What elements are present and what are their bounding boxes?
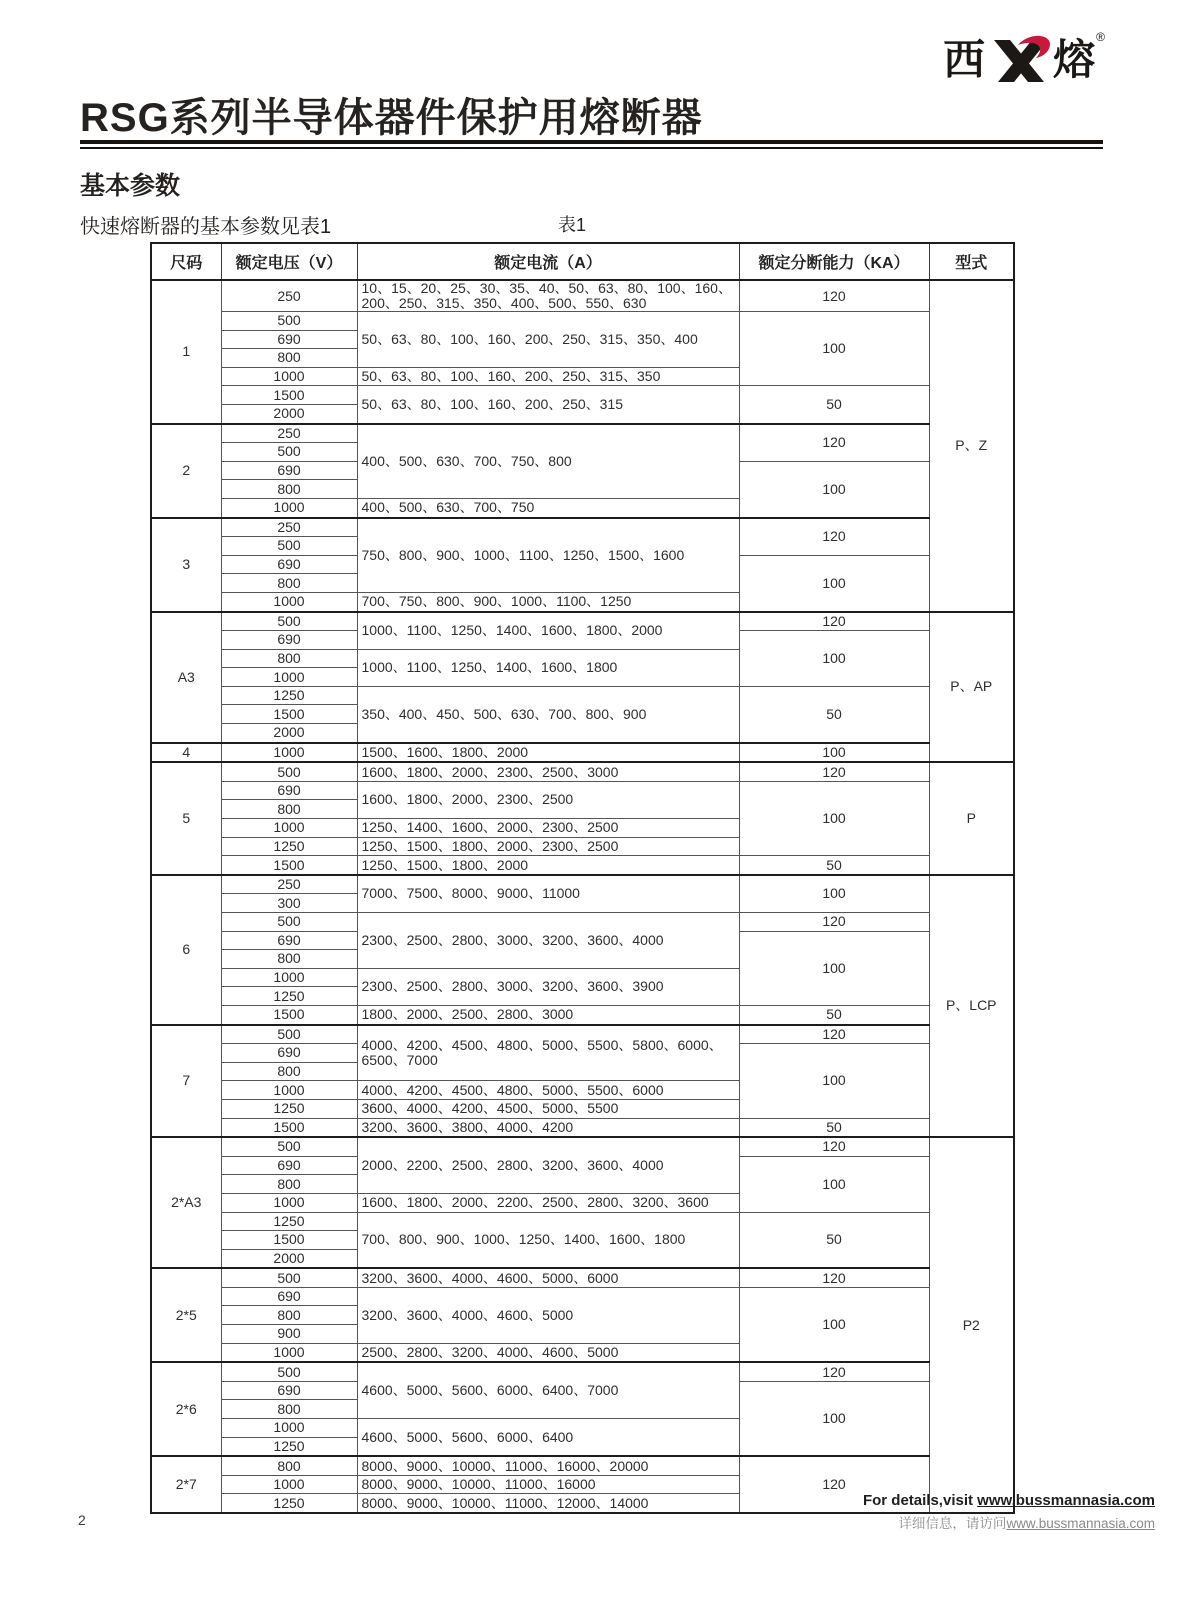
footer-en-url[interactable]: www.bussmannasia.com [977, 1492, 1155, 1509]
cell-brk: 50 [739, 686, 929, 742]
cell-volt: 1500 [221, 1231, 357, 1250]
cell-type: P、AP [929, 612, 1014, 763]
cell-brk: 100 [739, 555, 929, 611]
cell-size: 2 [151, 424, 221, 518]
cell-size: 5 [151, 762, 221, 875]
title-divider [80, 140, 1103, 149]
cell-brk: 50 [739, 1118, 929, 1137]
cell-brk: 100 [739, 1156, 929, 1212]
registered-mark: ® [1096, 30, 1105, 44]
fuse-parameters-table [150, 242, 1015, 1514]
cell-brk: 120 [739, 1025, 929, 1044]
cell-size: 1 [151, 280, 221, 424]
cell-cur: 3200、3600、3800、4000、4200 [357, 1118, 739, 1137]
cell-volt: 1250 [221, 686, 357, 705]
cell-brk: 100 [739, 931, 929, 1005]
cell-cur: 1000、1100、1250、1400、1600、1800 [357, 649, 739, 686]
cell-brk: 120 [739, 1137, 929, 1156]
cell-volt: 800 [221, 574, 357, 593]
column-header: 尺码 [151, 243, 221, 280]
cell-volt: 2000 [221, 1249, 357, 1268]
intro-text: 快速熔断器的基本参数见表1 [80, 216, 332, 238]
cell-cur: 350、400、450、500、630、700、800、900 [357, 686, 739, 742]
table-row [151, 743, 1014, 763]
cell-volt: 690 [221, 1381, 357, 1400]
cell-brk: 50 [739, 1212, 929, 1268]
cell-cur: 8000、9000、10000、11000、12000、14000 [357, 1494, 739, 1513]
cell-volt: 2000 [221, 404, 357, 423]
column-header: 额定分断能力（KA） [739, 243, 929, 280]
cell-volt: 1250 [221, 1437, 357, 1456]
cell-volt: 1000 [221, 743, 357, 763]
cell-volt: 500 [221, 1137, 357, 1156]
cell-cur: 1600、1800、2000、2300、2500 [357, 781, 739, 818]
cell-brk: 120 [739, 518, 929, 556]
cell-cur: 700、750、800、900、1000、1100、1250 [357, 592, 739, 611]
cell-cur: 50、63、80、100、160、200、250、315、350、400 [357, 312, 739, 368]
cell-volt: 250 [221, 280, 357, 312]
cell-cur: 50、63、80、100、160、200、250、315、350 [357, 367, 739, 386]
cell-cur: 1250、1500、1800、2000 [357, 856, 739, 875]
cell-volt: 690 [221, 330, 357, 349]
table-row [151, 1005, 1014, 1024]
cell-volt: 250 [221, 518, 357, 537]
cell-cur: 3200、3600、4000、4600、5000 [357, 1287, 739, 1343]
column-header: 额定电流（A） [357, 243, 739, 280]
cell-brk: 120 [739, 1362, 929, 1381]
table-row [151, 1212, 1014, 1231]
cell-size: 6 [151, 875, 221, 1025]
cell-volt: 1500 [221, 856, 357, 875]
footer-cn-url[interactable]: www.bussmannasia.com [1006, 1516, 1155, 1531]
table-row [151, 1025, 1014, 1044]
cell-volt: 1250 [221, 1099, 357, 1118]
logo-right-char: 熔 [1053, 36, 1096, 83]
table-row [151, 424, 1014, 443]
cell-volt: 250 [221, 424, 357, 443]
page-number: 2 [78, 1512, 86, 1528]
cell-cur: 4000、4200、4500、4800、5000、5500、5800、6000、6500、7000 [357, 1025, 739, 1081]
cell-size: 2*5 [151, 1268, 221, 1362]
cell-type: P [929, 762, 1014, 875]
cell-size: 2*6 [151, 1362, 221, 1456]
cell-brk: 100 [739, 1381, 929, 1456]
cell-volt: 500 [221, 1268, 357, 1287]
cell-cur: 1250、1400、1600、2000、2300、2500 [357, 819, 739, 838]
cell-cur: 8000、9000、10000、11000、16000 [357, 1475, 739, 1494]
cell-volt: 900 [221, 1325, 357, 1344]
cell-volt: 800 [221, 480, 357, 499]
table-row [151, 1118, 1014, 1137]
table-row [151, 762, 1014, 781]
table-row [151, 1137, 1014, 1156]
cell-brk: 120 [739, 1456, 929, 1513]
cell-volt: 690 [221, 931, 357, 950]
cell-volt: 1000 [221, 592, 357, 611]
cell-cur: 7000、7500、8000、9000、11000 [357, 875, 739, 913]
cell-cur: 1250、1500、1800、2000、2300、2500 [357, 837, 739, 856]
table-row [151, 386, 1014, 405]
cell-cur: 4600、5000、5600、6000、6400 [357, 1419, 739, 1457]
cell-volt: 1000 [221, 668, 357, 687]
cell-volt: 300 [221, 894, 357, 913]
cell-brk: 120 [739, 762, 929, 781]
cell-volt: 1000 [221, 1475, 357, 1494]
cell-brk: 100 [739, 781, 929, 855]
cell-volt: 1250 [221, 1494, 357, 1513]
cell-volt: 800 [221, 1400, 357, 1419]
cell-volt: 690 [221, 1156, 357, 1175]
cell-volt: 800 [221, 800, 357, 819]
cell-size: A3 [151, 612, 221, 743]
table-row [151, 1287, 1014, 1306]
cell-volt: 2000 [221, 724, 357, 743]
cell-volt: 1000 [221, 819, 357, 838]
cell-cur: 4000、4200、4500、4800、5000、5500、6000 [357, 1081, 739, 1100]
table-row [151, 612, 1014, 631]
cell-size: 3 [151, 518, 221, 612]
cell-volt: 1000 [221, 1419, 357, 1438]
table-row [151, 875, 1014, 894]
cell-brk: 120 [739, 424, 929, 462]
cell-cur: 1800、2000、2500、2800、3000 [357, 1005, 739, 1024]
cell-brk: 120 [739, 1268, 929, 1287]
cell-cur: 400、500、630、700、750、800 [357, 424, 739, 499]
cell-volt: 800 [221, 649, 357, 668]
cell-type: P2 [929, 1137, 1014, 1513]
cell-brk: 100 [739, 631, 929, 687]
cell-volt: 1500 [221, 1005, 357, 1024]
cell-brk: 100 [739, 743, 929, 763]
table-row [151, 518, 1014, 537]
logo-left-char: 西 [943, 36, 986, 83]
cell-volt: 1000 [221, 498, 357, 517]
cell-cur: 1600、1800、2000、2200、2500、2800、3200、3600 [357, 1193, 739, 1212]
cell-volt: 1000 [221, 1193, 357, 1212]
cell-volt: 690 [221, 1287, 357, 1306]
cell-cur: 10、15、20、25、30、35、40、50、63、80、100、160、200、250、315、350、400、500、550、630 [357, 280, 739, 312]
cell-brk: 120 [739, 280, 929, 312]
cell-volt: 1000 [221, 968, 357, 987]
cell-volt: 690 [221, 781, 357, 800]
cell-volt: 800 [221, 1306, 357, 1325]
cell-cur: 3600、4000、4200、4500、5000、5500 [357, 1099, 739, 1118]
footer-cn-text: 详细信息，请访问 [898, 1516, 1007, 1531]
table-row [151, 781, 1014, 800]
brand-logo [943, 30, 1105, 86]
cell-volt: 690 [221, 631, 357, 650]
cell-volt: 1250 [221, 837, 357, 856]
cell-brk: 100 [739, 1287, 929, 1362]
cell-cur: 2300、2500、2800、3000、3200、3600、3900 [357, 968, 739, 1005]
cell-volt: 800 [221, 349, 357, 368]
cell-size: 4 [151, 743, 221, 763]
cell-volt: 500 [221, 612, 357, 631]
cell-cur: 50、63、80、100、160、200、250、315 [357, 386, 739, 424]
table-row [151, 1362, 1014, 1381]
page-title: RSG系列半导体器件保护用熔断器 [80, 96, 703, 140]
cell-cur: 750、800、900、1000、1100、1250、1500、1600 [357, 518, 739, 593]
cell-brk: 100 [739, 312, 929, 386]
cell-volt: 500 [221, 312, 357, 331]
footer-line-cn [863, 1512, 1155, 1532]
xr-logo-icon [986, 34, 1052, 86]
cell-volt: 800 [221, 1175, 357, 1194]
cell-cur: 400、500、630、700、750 [357, 498, 739, 517]
column-header: 型式 [929, 243, 1014, 280]
cell-volt: 1500 [221, 705, 357, 724]
cell-cur: 2000、2200、2500、2800、3200、3600、4000 [357, 1137, 739, 1193]
table-row [151, 280, 1014, 312]
cell-brk: 100 [739, 461, 929, 517]
cell-volt: 1250 [221, 987, 357, 1006]
cell-volt: 500 [221, 1362, 357, 1381]
cell-cur: 700、800、900、1000、1250、1400、1600、1800 [357, 1212, 739, 1268]
cell-volt: 1000 [221, 367, 357, 386]
cell-size: 2*A3 [151, 1137, 221, 1268]
table-row [151, 1456, 1014, 1475]
table-row [151, 312, 1014, 331]
cell-volt: 500 [221, 1025, 357, 1044]
cell-volt: 1000 [221, 1081, 357, 1100]
cell-type: P、LCP [929, 875, 1014, 1137]
cell-volt: 500 [221, 537, 357, 556]
cell-cur: 3200、3600、4000、4600、5000、6000 [357, 1268, 739, 1287]
table-row [151, 686, 1014, 705]
table-row [151, 913, 1014, 932]
cell-brk: 100 [739, 875, 929, 913]
cell-volt: 800 [221, 950, 357, 969]
cell-brk: 120 [739, 612, 929, 631]
cell-brk: 50 [739, 386, 929, 424]
footer-en-text: For details,visit [862, 1492, 978, 1509]
cell-volt: 800 [221, 1456, 357, 1475]
cell-brk: 50 [739, 856, 929, 875]
cell-brk: 120 [739, 913, 929, 932]
table-body [151, 280, 1014, 1513]
cell-volt: 250 [221, 875, 357, 894]
table-caption: 表1 [558, 215, 587, 235]
cell-volt: 1250 [221, 1212, 357, 1231]
table-row [151, 856, 1014, 875]
table-header-row [151, 243, 1014, 280]
cell-volt: 1000 [221, 1343, 357, 1362]
cell-cur: 4600、5000、5600、6000、6400、7000 [357, 1362, 739, 1418]
cell-cur: 1500、1600、1800、2000 [357, 743, 739, 763]
cell-cur: 8000、9000、10000、11000、16000、20000 [357, 1456, 739, 1475]
cell-size: 2*7 [151, 1456, 221, 1513]
cell-type: P、Z [929, 280, 1014, 612]
cell-volt: 1500 [221, 1118, 357, 1137]
cell-size: 7 [151, 1025, 221, 1138]
cell-volt: 500 [221, 913, 357, 932]
cell-cur: 2500、2800、3200、4000、4600、5000 [357, 1343, 739, 1362]
footer [863, 1492, 1155, 1532]
cell-brk: 50 [739, 1005, 929, 1024]
section-heading: 基本参数 [80, 172, 181, 200]
cell-volt: 500 [221, 443, 357, 462]
footer-line-en [863, 1492, 1155, 1509]
cell-cur: 2300、2500、2800、3000、3200、3600、4000 [357, 913, 739, 969]
cell-cur: 1000、1100、1250、1400、1600、1800、2000 [357, 612, 739, 650]
cell-volt: 1500 [221, 386, 357, 405]
cell-volt: 500 [221, 762, 357, 781]
cell-volt: 800 [221, 1062, 357, 1081]
cell-cur: 1600、1800、2000、2300、2500、3000 [357, 762, 739, 781]
table-row [151, 1268, 1014, 1287]
cell-volt: 690 [221, 461, 357, 480]
column-header: 额定电压（V） [221, 243, 357, 280]
cell-brk: 100 [739, 1044, 929, 1118]
cell-volt: 690 [221, 555, 357, 574]
cell-volt: 690 [221, 1044, 357, 1063]
